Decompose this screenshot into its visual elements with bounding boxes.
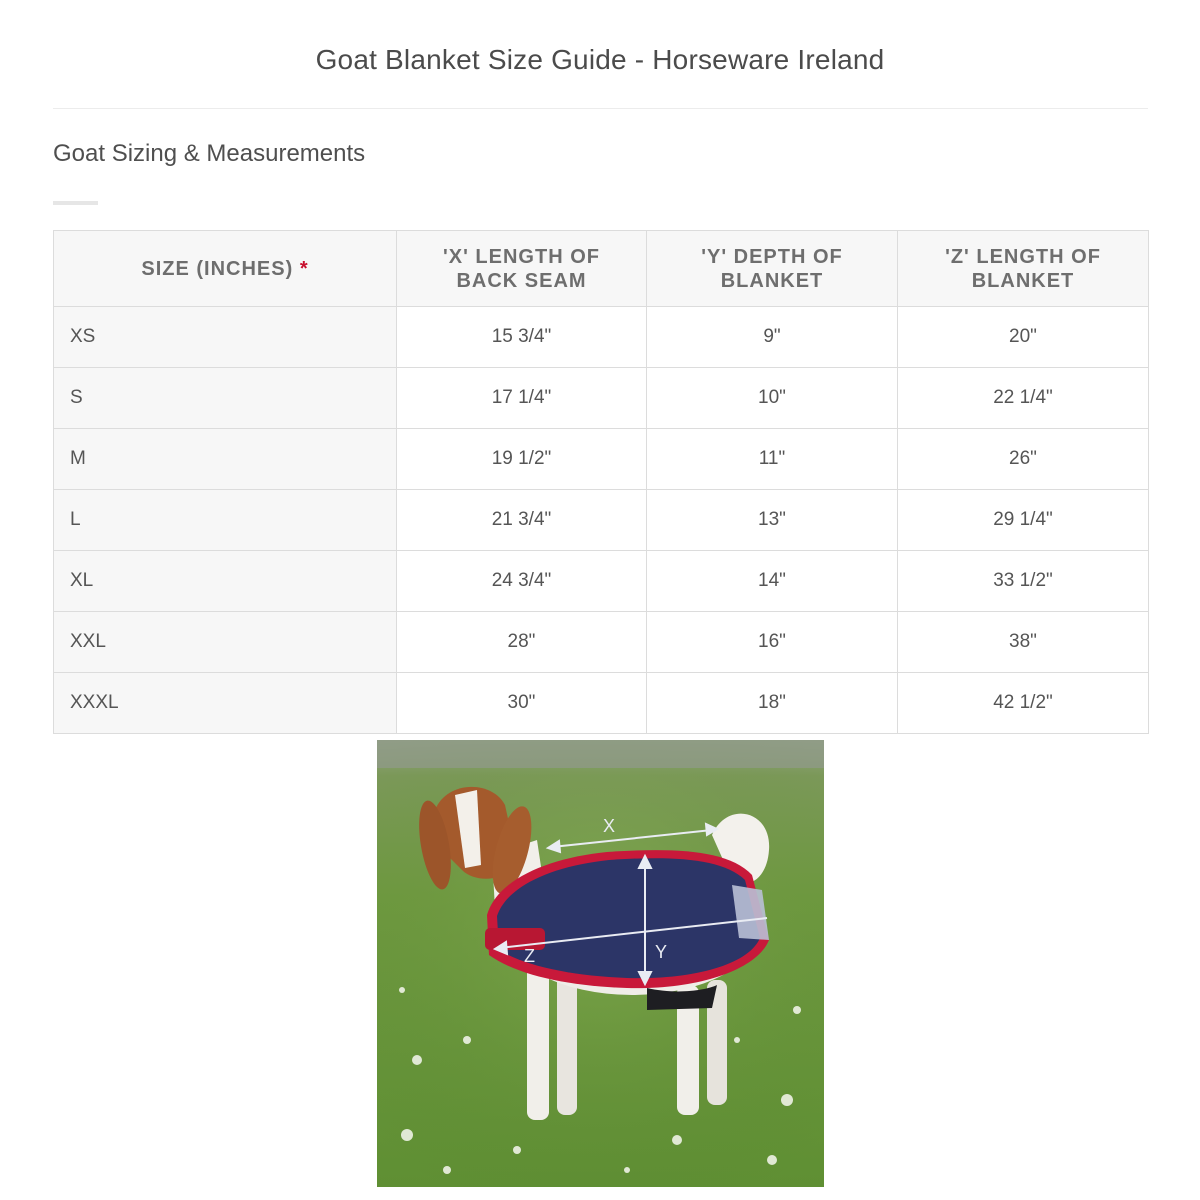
z-cell: 20" (898, 307, 1149, 368)
size-cell: XXL (54, 612, 397, 673)
title-divider (53, 108, 1148, 109)
section-title: Goat Sizing & Measurements (53, 140, 366, 167)
x-cell: 19 1/2" (397, 429, 647, 490)
x-cell: 30" (397, 673, 647, 734)
diagram-label-z: Z (524, 946, 535, 966)
z-cell: 26" (898, 429, 1149, 490)
y-cell: 13" (647, 490, 898, 551)
y-cell: 11" (647, 429, 898, 490)
x-cell: 15 3/4" (397, 307, 647, 368)
table-row (54, 429, 1149, 490)
z-cell: 42 1/2" (898, 673, 1149, 734)
goat-blanket-photo (377, 740, 824, 1187)
y-cell: 14" (647, 551, 898, 612)
z-cell: 38" (898, 612, 1149, 673)
header-z-length: 'Z' LENGTH OF BLANKET (898, 231, 1149, 307)
header-y-depth: 'Y' DEPTH OF BLANKET (647, 231, 898, 307)
y-cell: 10" (647, 368, 898, 429)
page-title: Goat Blanket Size Guide - Horseware Ireland (315, 44, 885, 75)
y-cell: 18" (647, 673, 898, 734)
size-table (53, 230, 1149, 734)
z-cell: 29 1/4" (898, 490, 1149, 551)
required-mark: * (299, 257, 309, 280)
x-cell: 28" (397, 612, 647, 673)
table-row (54, 673, 1149, 734)
x-cell: 24 3/4" (397, 551, 647, 612)
section-divider (53, 201, 98, 205)
size-cell: XS (54, 307, 397, 368)
size-cell: XL (54, 551, 397, 612)
size-cell: L (54, 490, 397, 551)
table-row (54, 612, 1149, 673)
size-cell: S (54, 368, 397, 429)
diagram-label-y: Y (655, 942, 668, 962)
y-cell: 16" (647, 612, 898, 673)
z-cell: 22 1/4" (898, 368, 1149, 429)
x-cell: 17 1/4" (397, 368, 647, 429)
table-header-row (54, 231, 1149, 307)
y-cell: 9" (647, 307, 898, 368)
z-cell: 33 1/2" (898, 551, 1149, 612)
size-cell: XXXL (54, 673, 397, 734)
diagram-label-x: X (603, 816, 616, 836)
header-size-label: SIZE (INCHES) (141, 257, 294, 280)
x-cell: 21 3/4" (397, 490, 647, 551)
table-row (54, 368, 1149, 429)
size-cell: M (54, 429, 397, 490)
table-row (54, 307, 1149, 368)
header-x-length: 'X' LENGTH OF BACK SEAM (397, 231, 647, 307)
table-row (54, 490, 1149, 551)
table-row (54, 551, 1149, 612)
header-size (54, 231, 397, 307)
